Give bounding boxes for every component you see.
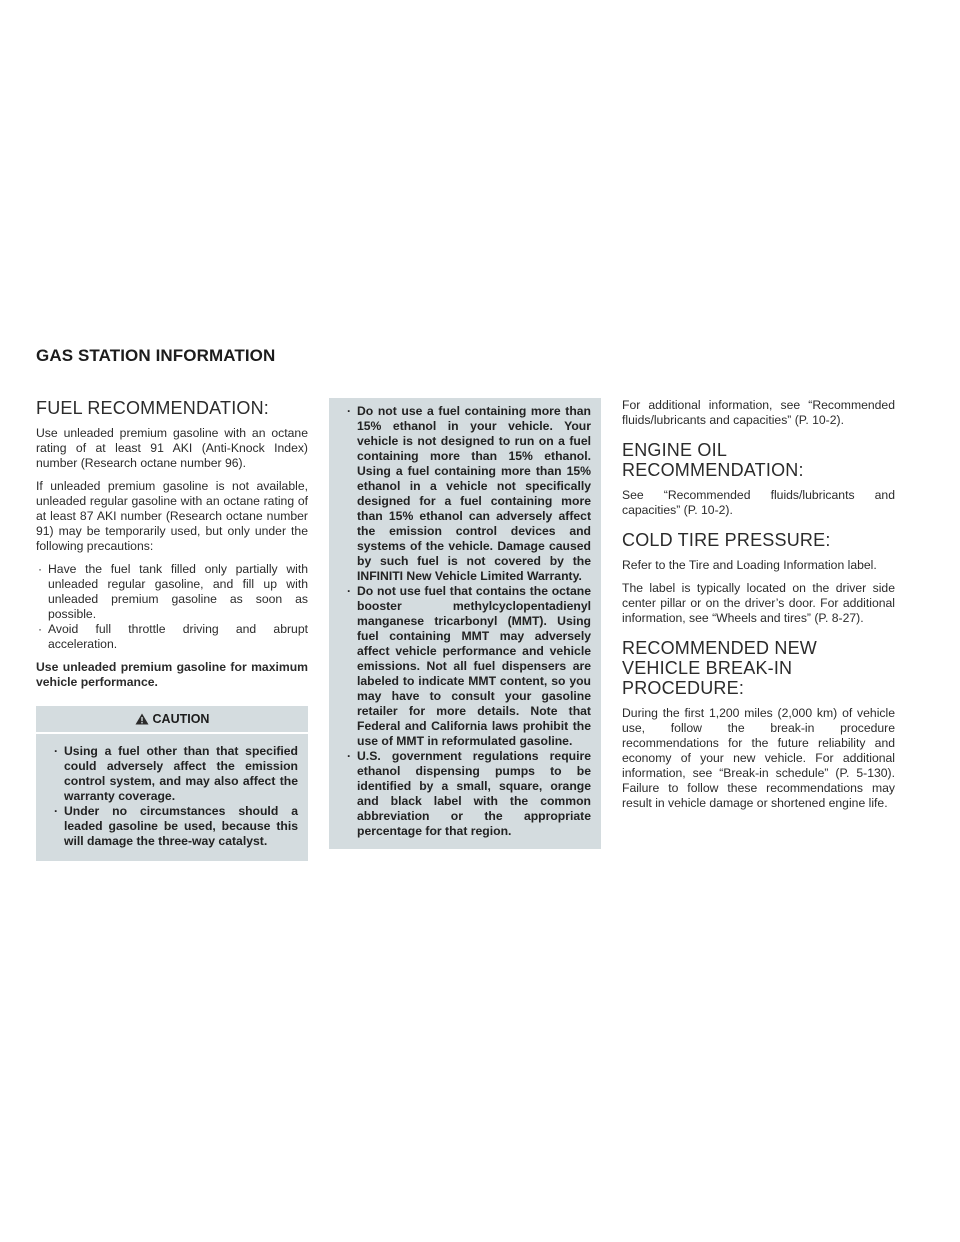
- list-item: · Under no circumstances should a leaded gasoline be used, because this will damage the three-way catalyst.: [52, 804, 298, 849]
- warning-triangle-icon: [135, 713, 149, 725]
- list-item: · Avoid full throttle driving and abrupt acceleration.: [36, 622, 308, 652]
- tire-paragraph-1: Refer to the Tire and Loading Information label.: [622, 558, 877, 572]
- caution-box: [36, 706, 308, 861]
- caution-body: [36, 734, 308, 861]
- caution-header: [36, 706, 308, 734]
- column-2: [329, 398, 601, 849]
- break-in-text: During the first 1,200 miles (2,000 km) of vehicle use, follow the break-in procedure recommendations for the future reliability and economy of your new vehicle. For additional information, see “Break-in schedule” (P. 5-130). Failure to follow these recommendations may result in vehicle damage or shortened engine life.: [622, 706, 895, 810]
- caution-list: [52, 744, 298, 849]
- column-3: [622, 398, 895, 819]
- list-item: · U.S. government regulations require ethanol dispensing pumps to be identified by a small, square, orange and black label with the common abbreviation or the appropriate percentage for that region.: [345, 749, 591, 839]
- section-title: GAS STATION INFORMATION: [36, 346, 276, 365]
- fuel-bold-note: Use unleaded premium gasoline for maximum vehicle performance.: [36, 660, 308, 689]
- cold-tire-heading: COLD TIRE PRESSURE:: [622, 530, 831, 550]
- caution-label: CAUTION: [152, 712, 210, 726]
- caution-continued-list: [345, 404, 591, 839]
- caution-continued-box: [329, 398, 601, 849]
- engine-oil-text: See “Recommended fluids/lubricants and capacities” (P. 10-2).: [622, 488, 895, 517]
- column-1: [36, 398, 308, 861]
- list-item: · Using a fuel other than that specified could adversely affect the emission control system, and may also affect the warranty coverage.: [52, 744, 298, 804]
- list-item: · Do not use a fuel containing more than 15% ethanol in your vehicle. Your vehicle is not designed to run on a fuel containing more than 15% ethanol. Using a fuel containing more than 15% ethanol in a vehicle not specifically designed for a fuel containing more than 15% ethanol can adversely affect the emission control devices and systems of the vehicle. Damage caused by such fuel is not covered by the INFINITI New Vehicle Limited Warranty.: [345, 404, 591, 584]
- list-item: · Have the fuel tank filled only partially with unleaded regular gasoline, and fill up with unleaded premium gasoline as soon as possible.: [36, 562, 308, 622]
- fuel-precautions-list: [36, 562, 308, 652]
- fuel-paragraph-1: Use unleaded premium gasoline with an octane rating of at least 91 AKI (Anti-Knock Index) number (Research octane number 96).: [36, 426, 308, 470]
- fuel-paragraph-2: If unleaded premium gasoline is not available, unleaded regular gasoline with an octane rating of at least 87 AKI number (Research octane number 91) may be temporarily used, but only under the following precautions:: [36, 479, 308, 553]
- list-item: · Do not use fuel that contains the octane booster methylcyclopentadienyl manganese tricarbonyl (MMT). Using fuel containing MMT may adversely affect vehicle performance and vehicle emissions. Not all fuel dispensers are labeled to indicate MMT content, so you may have to consult your gasoline retailer for more details. Note that Federal and California laws prohibit the use of MMT in reformulated gasoline.: [345, 584, 591, 749]
- additional-info: For additional information, see “Recommended fluids/lubricants and capacities” (P. 10-2).: [622, 398, 895, 427]
- tire-paragraph-2: The label is typically located on the driver side center pillar or on the driver’s door. For additional information, see “Wheels and tires” (P. 8-27).: [622, 581, 895, 625]
- fuel-recommendation-heading: FUEL RECOMMENDATION:: [36, 398, 270, 418]
- engine-oil-heading: ENGINE OIL RECOMMENDATION:: [622, 440, 804, 480]
- break-in-heading: RECOMMENDED NEW VEHICLE BREAK-IN PROCEDURE:: [622, 638, 817, 698]
